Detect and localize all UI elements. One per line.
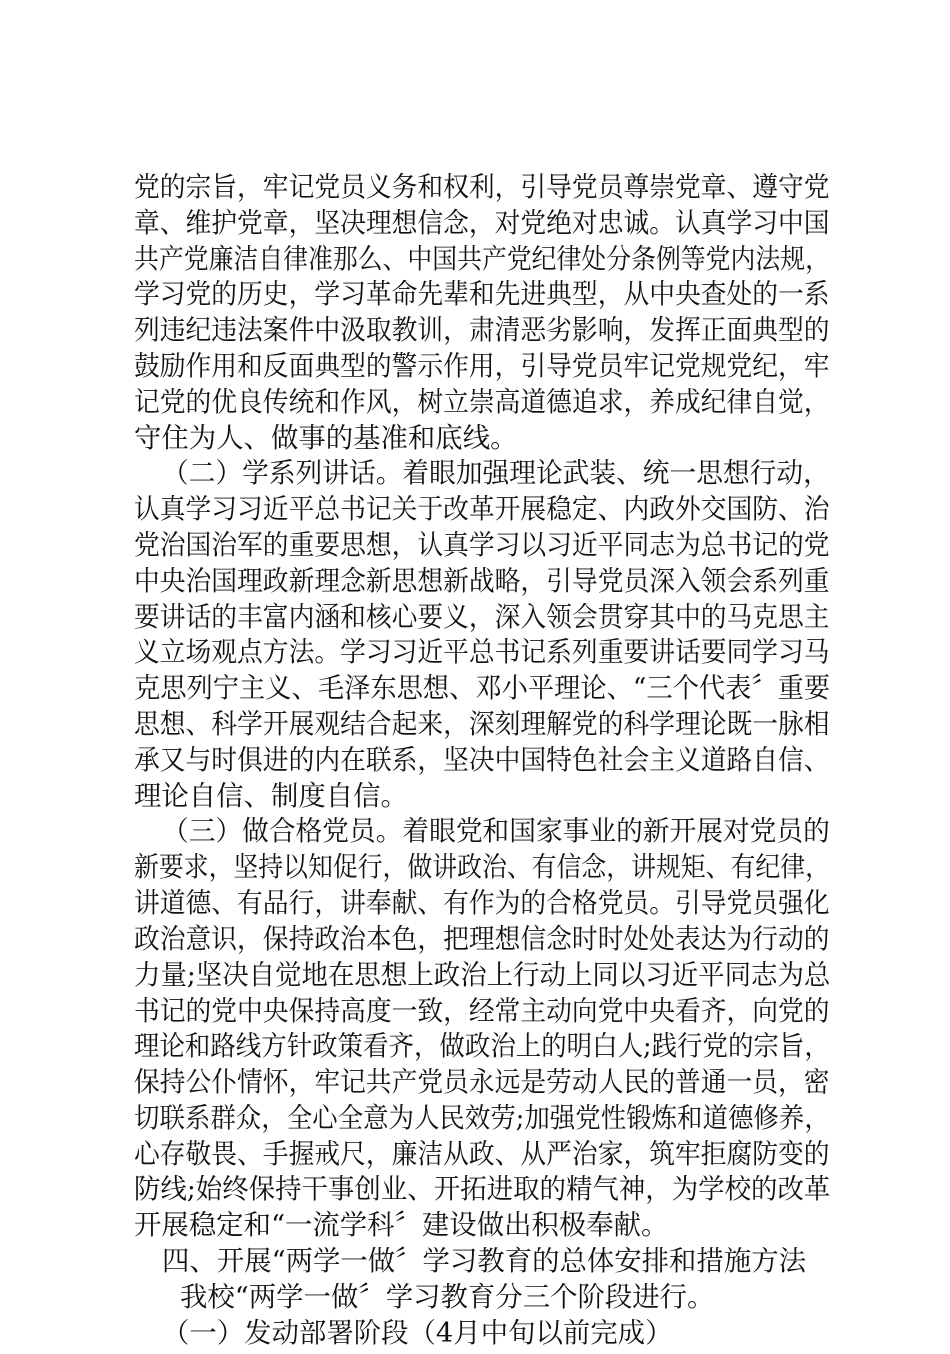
text-line: 党治国治军的重要思想，认真学习以习近平同志为总书记的党 <box>134 530 830 561</box>
section-heading-3: （三）做合格党员。着眼党和国家事业的新开展对党员的 <box>162 816 830 847</box>
text-line: 切联系群众，全心全意为人民效劳;加强党性锻炼和道德修养， <box>134 1103 830 1134</box>
text-line: 承又与时俱进的内在联系，坚决中国特色社会主义道路自信、 <box>134 745 830 776</box>
section-heading-4: 四、开展“两学一做〞学习教育的总体安排和措施方法 <box>162 1246 806 1277</box>
text-line: 防线;始终保持干事创业、开拓进取的精气神，为学校的改革 <box>134 1174 831 1205</box>
text-line: 列违纪违法案件中汲取教训，肃清恶劣影响，发挥正面典型的 <box>134 315 830 346</box>
text-line: 党的宗旨，牢记党员义务和权利，引导党员尊崇党章、遵守党 <box>134 172 830 203</box>
text-line: 鼓励作用和反面典型的警示作用，引导党员牢记党规党纪，牢 <box>134 351 830 382</box>
text-line: 守住为人、做事的基准和底线。 <box>134 423 518 454</box>
text-line: 义立场观点方法。学习习近平总书记系列重要讲话要同学习马 <box>134 637 830 668</box>
text-line: 理论自信、制度自信。 <box>134 781 408 812</box>
text-line: 政治意识，保持政治本色，把理想信念时时处处表达为行动的 <box>134 924 830 955</box>
section-heading-2: （二）学系列讲话。着眼加强理论武装、统一思想行动， <box>162 458 830 489</box>
text-line: 保持公仆情怀，牢记共产党员永远是劳动人民的普通一员，密 <box>134 1067 830 1098</box>
text-line: 开展稳定和“一流学科〞建设做出积极奉献。 <box>134 1210 669 1241</box>
text-line: 思想、科学开展观结合起来，深刻理解党的科学理论既一脉相 <box>134 709 830 740</box>
text-line: 章、维护党章，坚决理想信念，对党绝对忠诚。认真学习中国 <box>134 208 830 239</box>
text-line: 认真学习习近平总书记关于改革开展稳定、内政外交国防、治 <box>134 494 830 525</box>
text-line: 书记的党中央保持高度一致，经常主动向党中央看齐，向党的 <box>134 996 830 1027</box>
text-line: 心存敬畏、手握戒尺，廉洁从政、从严治家，筑牢拒腐防变的 <box>134 1139 830 1170</box>
subsection-heading-1: （一）发动部署阶段（4月中旬以前完成） <box>162 1318 673 1349</box>
text-line: 力量;坚决自觉地在思想上政治上行动上同以习近平同志为总 <box>134 960 831 991</box>
text-line: 共产党廉洁自律准那么、中国共产党纪律处分条例等党内法规， <box>134 244 830 275</box>
text-line: 新要求，坚持以知促行，做讲政治、有信念，讲规矩、有纪律， <box>134 852 830 883</box>
text-line: 记党的优良传统和作风，树立崇高道德追求，养成纪律自觉， <box>134 387 830 418</box>
text-line: 理论和路线方针政策看齐，做政治上的明白人;践行党的宗旨， <box>134 1031 830 1062</box>
text-line: 我校“两学一做〞学习教育分三个阶段进行。 <box>180 1282 715 1313</box>
text-line: 克思列宁主义、毛泽东思想、邓小平理论、“三个代表〞重要 <box>134 673 831 704</box>
text-line: 要讲话的丰富内涵和核心要义，深入领会贯穿其中的马克思主 <box>134 602 830 633</box>
text-line: 讲道德、有品行，讲奉献、有作为的合格党员。引导党员强化 <box>134 888 830 919</box>
text-line: 中央治国理政新理念新思想新战略，引导党员深入领会系列重 <box>134 566 830 597</box>
text-line: 学习党的历史，学习革命先辈和先进典型，从中央查处的一系 <box>134 279 830 310</box>
